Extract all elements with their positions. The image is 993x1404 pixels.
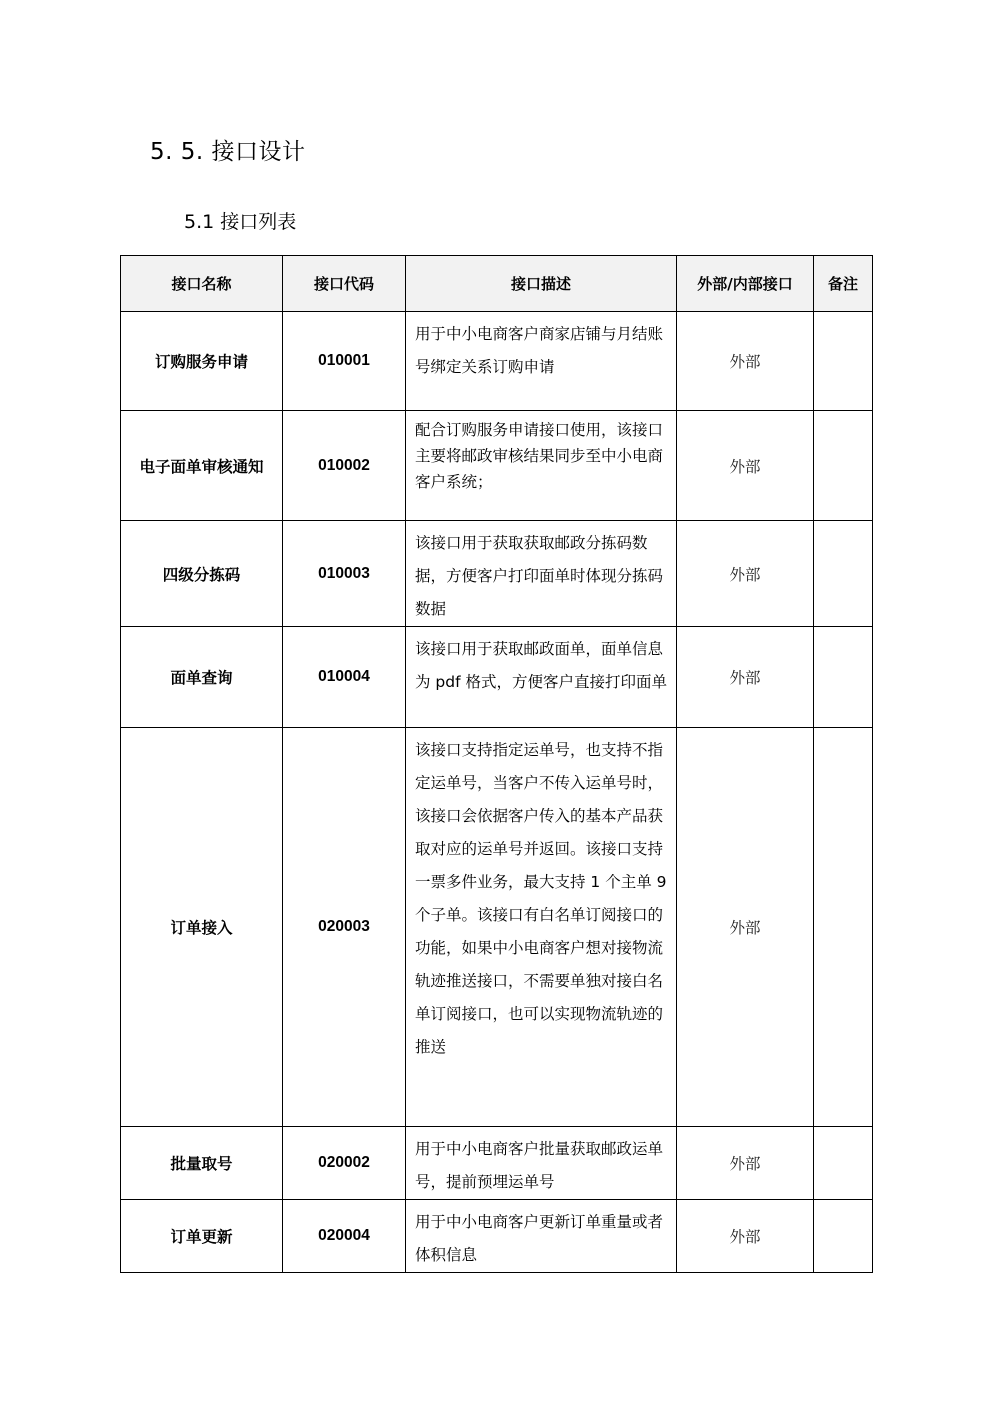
subsection-heading: 5.1 接口列表 xyxy=(184,211,297,233)
table-row xyxy=(121,521,873,627)
row-name: 四级分拣码 xyxy=(121,521,283,627)
section-heading: 5. 5. 接口设计 xyxy=(150,139,306,165)
table-header-row xyxy=(121,256,873,312)
row-ext: 外部 xyxy=(677,728,814,1127)
row-ext: 外部 xyxy=(677,411,814,521)
row-note xyxy=(814,521,873,627)
header-interface-desc: 接口描述 xyxy=(406,256,677,312)
table-row xyxy=(121,312,873,411)
row-desc: 该接口支持指定运单号，也支持不指定运单号，当客户不传入运单号时，该接口会依据客户传入的基本产品获取对应的运单号并返回。该接口支持一票多件业务，最大支持 1 个主单 9 个子单。该接口有白名单订阅接口的功能，如果中小电商客户想对接物流轨迹推送接口，不需要单独对接白名单订阅接口，也可以实现物流轨迹的推送 xyxy=(406,728,677,1127)
row-code: 020004 xyxy=(283,1200,406,1273)
row-ext: 外部 xyxy=(677,312,814,411)
row-desc: 该接口用于获取邮政面单，面单信息为 pdf 格式，方便客户直接打印面单 xyxy=(406,627,677,728)
row-code: 010001 xyxy=(283,312,406,411)
row-code: 010002 xyxy=(283,411,406,521)
table-row xyxy=(121,627,873,728)
row-note xyxy=(814,728,873,1127)
row-name: 电子面单审核通知 xyxy=(121,411,283,521)
row-name: 订购服务申请 xyxy=(121,312,283,411)
row-desc: 用于中小电商客户批量获取邮政运单号，提前预埋运单号 xyxy=(406,1127,677,1200)
row-note xyxy=(814,1200,873,1273)
row-ext: 外部 xyxy=(677,1127,814,1200)
header-interface-name: 接口名称 xyxy=(121,256,283,312)
header-external-internal: 外部/内部接口 xyxy=(677,256,814,312)
table-row xyxy=(121,1127,873,1200)
row-note xyxy=(814,312,873,411)
row-ext: 外部 xyxy=(677,1200,814,1273)
row-name: 面单查询 xyxy=(121,627,283,728)
row-ext: 外部 xyxy=(677,521,814,627)
row-desc: 用于中小电商客户更新订单重量或者体积信息 xyxy=(406,1200,677,1273)
row-code: 020003 xyxy=(283,728,406,1127)
row-note xyxy=(814,627,873,728)
table-row xyxy=(121,728,873,1127)
row-name: 批量取号 xyxy=(121,1127,283,1200)
row-name: 订单接入 xyxy=(121,728,283,1127)
row-ext: 外部 xyxy=(677,627,814,728)
table-row xyxy=(121,411,873,521)
row-desc: 该接口用于获取获取邮政分拣码数据，方便客户打印面单时体现分拣码数据 xyxy=(406,521,677,627)
row-name: 订单更新 xyxy=(121,1200,283,1273)
row-code: 020002 xyxy=(283,1127,406,1200)
interface-table xyxy=(120,255,873,1273)
table-row xyxy=(121,1200,873,1273)
row-note xyxy=(814,411,873,521)
header-remarks: 备注 xyxy=(814,256,873,312)
row-code: 010003 xyxy=(283,521,406,627)
row-note xyxy=(814,1127,873,1200)
header-interface-code: 接口代码 xyxy=(283,256,406,312)
row-code: 010004 xyxy=(283,627,406,728)
row-desc: 用于中小电商客户商家店铺与月结账号绑定关系订购申请 xyxy=(406,312,677,411)
row-desc: 配合订购服务申请接口使用，该接口主要将邮政审核结果同步至中小电商客户系统； xyxy=(406,411,677,521)
